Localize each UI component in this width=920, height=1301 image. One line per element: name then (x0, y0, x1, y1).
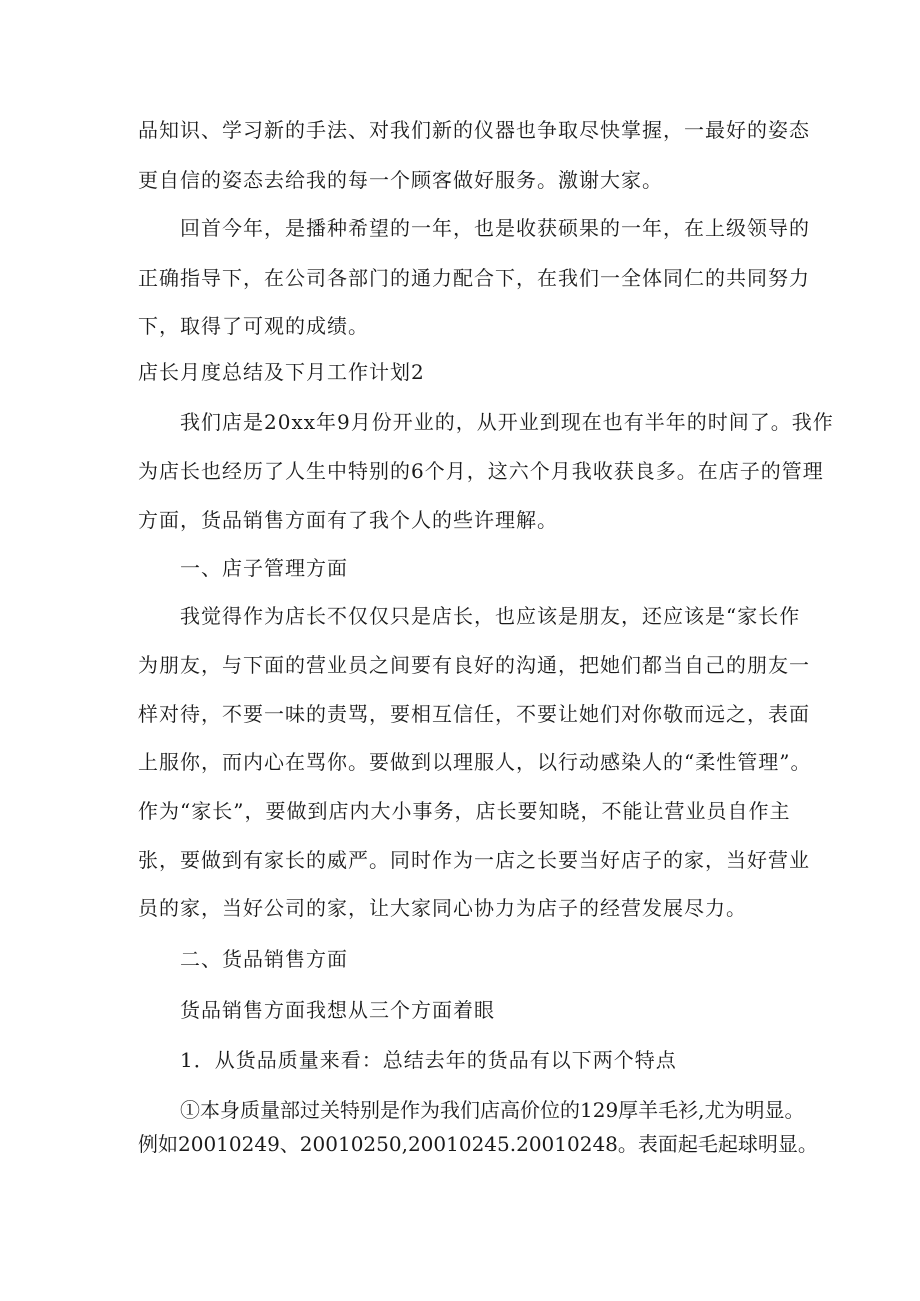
para3-line3: 方面，货品销售方面有了我个人的些许理解。 (138, 508, 558, 532)
para2-line1: 回首今年，是播种希望的一年，也是收获硕果的一年，在上级领导的 (180, 216, 810, 240)
para2-line3: 下，取得了可观的成绩。 (138, 314, 369, 338)
para3-line2: 为店长也经历了人生中特别的6个月，这六个月我收获良多。在店子的管理 (138, 459, 824, 483)
heading-goods-sales: 二、货品销售方面 (180, 947, 348, 971)
para2-line2: 正确指导下，在公司各部门的通力配合下，在我们一全体同仁的共同努力 (138, 266, 810, 290)
heading-store-management: 一、店子管理方面 (180, 556, 348, 580)
para1-line1: 品知识、学习新的手法、对我们新的仪器也争取尽快掌握，一最好的姿态 (138, 118, 810, 142)
para4-line6: 张，要做到有家长的威严。同时作为一店之长要当好店子的家，当好营业 (138, 848, 810, 872)
para4-line1: 我觉得作为店长不仅仅只是店长，也应该是朋友，还应该是“家长作 (180, 604, 801, 628)
item1-line: 1．从货品质量来看：总结去年的货品有以下两个特点 (180, 1048, 677, 1072)
para1-line2: 更自信的姿态去给我的每一个顾客做好服务。激谢大家。 (138, 168, 663, 192)
para4-line7: 员的家，当好公司的家，让大家同心协力为店子的经营发展尽力。 (138, 896, 747, 920)
para4-line2: 为朋友，与下面的营业员之间要有良好的沟通，把她们都当自己的朋友一 (138, 653, 810, 677)
para5-line: 货品销售方面我想从三个方面着眼 (180, 998, 495, 1022)
section-title: 店长月度总结及下月工作计划2 (138, 360, 425, 384)
para4-line4: 上服你，而内心在骂你。要做到以理服人，以行动感染人的“柔性管理”。 (138, 750, 812, 774)
para4-line3: 样对待，不要一味的责骂，要相互信任，不要让她们对你敬而远之，表面 (138, 702, 810, 726)
para3-line1: 我们店是20xx年9月份开业的，从开业到现在也有半年的时间了。我作 (180, 410, 834, 434)
para4-line5: 作为“家长”，要做到店内大小事务，店长要知晓，不能让营业员自作主 (138, 799, 791, 823)
para6-line2: 例如20010249、20010250,20010245.20010248。表面起毛起球明显。 (138, 1132, 818, 1156)
para6-line1: ①本身质量部过关特别是作为我们店高价位的129厚羊毛衫,尤为明显。 (180, 1098, 805, 1122)
